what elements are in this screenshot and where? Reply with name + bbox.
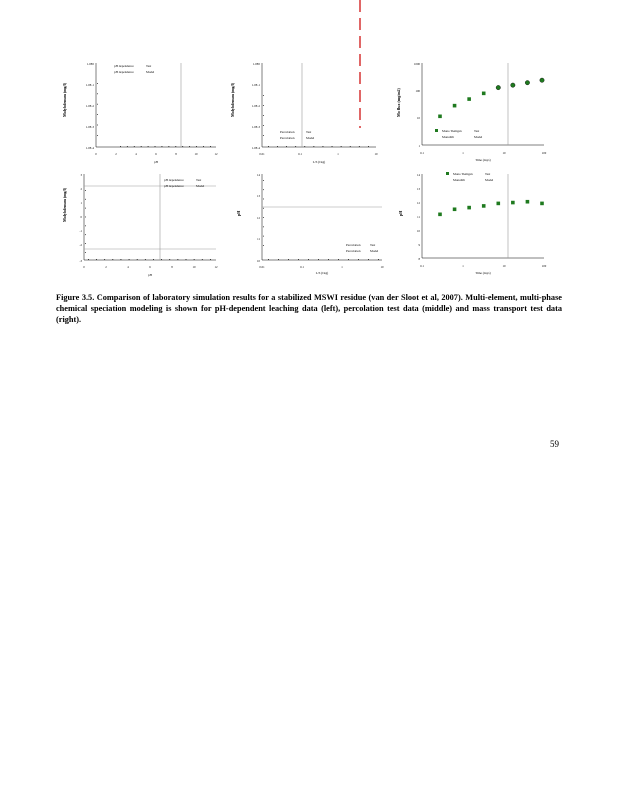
- legend-label: Monolith: [453, 178, 465, 182]
- tick-dot: [186, 259, 187, 260]
- tick-dot: [263, 199, 264, 200]
- tick-dot: [263, 135, 264, 136]
- x-axis-label: pH: [148, 273, 152, 277]
- x-tick: 10: [192, 265, 196, 269]
- x-tick: 4: [135, 152, 137, 156]
- data-marker: [467, 97, 471, 101]
- legend-marker: [435, 129, 438, 132]
- tick-dot: [97, 135, 98, 136]
- y-tick: 0: [80, 215, 82, 219]
- tick-dot: [323, 146, 324, 147]
- tick-dot: [263, 245, 264, 246]
- tick-dot: [378, 259, 379, 260]
- tick-dot: [153, 259, 154, 260]
- legend-tag: Model: [474, 135, 483, 139]
- x-tick: 10: [194, 152, 198, 156]
- x-tick: 6: [149, 265, 151, 269]
- legend-label: pH dependence: [164, 178, 184, 182]
- data-marker: [496, 202, 500, 206]
- y-tick: -1: [79, 229, 82, 233]
- tick-dot: [175, 146, 176, 147]
- tick-dot: [295, 146, 296, 147]
- legend-label: Mono Tiemgen: [453, 172, 473, 176]
- y-tick: 9: [418, 243, 420, 247]
- tick-dot: [85, 234, 86, 235]
- tick-dot: [129, 259, 130, 260]
- y-tick: -3: [79, 259, 82, 263]
- tick-dot: [341, 146, 342, 147]
- x-tick: 0.01: [259, 152, 265, 156]
- x-axis-label: pH: [154, 160, 158, 164]
- tick-dot: [263, 236, 264, 237]
- tick-dot: [189, 146, 190, 147]
- tick-dot: [148, 146, 149, 147]
- x-axis-label: Time (days): [475, 158, 491, 162]
- tick-dot: [85, 217, 86, 218]
- y-tick: 1.0E-1: [85, 83, 94, 87]
- data-marker: [511, 201, 515, 205]
- tick-dot: [368, 146, 369, 147]
- tick-dot: [97, 104, 98, 105]
- y-tick: 1.0E-1: [251, 83, 260, 87]
- y-tick: 10: [417, 229, 420, 233]
- tick-dot: [85, 208, 86, 209]
- y-tick: 1000: [414, 62, 420, 66]
- y-tick: 14: [417, 173, 420, 177]
- tick-dot: [168, 146, 169, 147]
- y-tick: 1.0E-4: [251, 146, 260, 150]
- x-tick: 0.1: [420, 151, 424, 155]
- tick-dot: [358, 259, 359, 260]
- tick-dot: [332, 146, 333, 147]
- data-marker: [482, 204, 486, 208]
- y-tick: 1.0E-2: [85, 104, 94, 108]
- legend-label: Percolation: [346, 243, 361, 247]
- legend-label: pH dependence: [114, 70, 134, 74]
- x-tick: 8: [175, 152, 177, 156]
- x-tick: 1: [341, 265, 343, 269]
- tick-dot: [263, 105, 264, 106]
- tick-dot: [268, 259, 269, 260]
- legend-label: Percolation: [280, 130, 295, 134]
- legend-tag: Model: [370, 249, 379, 253]
- x-tick: 10: [380, 265, 384, 269]
- legend-tag: Model: [306, 136, 315, 140]
- y-tick: 3: [80, 173, 82, 177]
- data-marker: [540, 78, 544, 82]
- data-marker: [525, 80, 529, 84]
- y-axis-label: Molybdenum (mg/l): [62, 187, 67, 222]
- x-tick: 0.1: [300, 265, 304, 269]
- x-tick: 0: [83, 265, 85, 269]
- tick-dot: [203, 146, 204, 147]
- tick-dot: [263, 189, 264, 190]
- y-axis-label: Molybdenum (mg/l): [230, 82, 235, 117]
- tick-dot: [85, 225, 86, 226]
- data-marker: [453, 104, 457, 108]
- y-tick: 13: [257, 194, 260, 198]
- legend-tag: Test: [196, 178, 202, 182]
- y-tick: 10: [257, 259, 260, 263]
- tick-dot: [338, 259, 339, 260]
- tick-dot: [97, 83, 98, 84]
- x-tick: 8: [171, 265, 173, 269]
- data-marker: [438, 115, 442, 119]
- x-axis-label: Time (days): [475, 271, 491, 275]
- x-tick: 0.1: [420, 264, 424, 268]
- x-axis-label: L/S (l/kg): [315, 271, 329, 275]
- x-tick: 10: [374, 152, 378, 156]
- tick-dot: [97, 125, 98, 126]
- tick-dot: [286, 146, 287, 147]
- y-tick: 12: [257, 216, 260, 220]
- data-marker: [438, 213, 442, 217]
- y-tick: 1.0E-4: [85, 146, 94, 150]
- tick-dot: [97, 114, 98, 115]
- legend-label: Monolith: [442, 135, 454, 139]
- tick-dot: [263, 208, 264, 209]
- tick-dot: [308, 259, 309, 260]
- x-tick: 0.01: [259, 265, 265, 269]
- legend-tag: Test: [370, 243, 376, 247]
- y-tick: 11: [417, 215, 420, 219]
- y-tick: -2: [79, 243, 82, 247]
- y-tick: 2: [80, 187, 82, 191]
- tick-dot: [298, 259, 299, 260]
- y-axis-label: pH: [398, 210, 403, 216]
- y-axis-label: Mo flux (mg/m2): [396, 88, 401, 117]
- x-axis-label: L/S (l/kg): [312, 160, 326, 164]
- legend-tag: Test: [146, 64, 152, 68]
- tick-dot: [328, 259, 329, 260]
- legend-tag: Model: [146, 70, 155, 74]
- data-marker: [453, 207, 457, 211]
- y-tick: 1.0E-3: [85, 125, 94, 129]
- tick-dot: [210, 146, 211, 147]
- legend-label: Percolation: [280, 136, 295, 140]
- tick-dot: [318, 259, 319, 260]
- tick-dot: [162, 146, 163, 147]
- tick-dot: [182, 146, 183, 147]
- y-tick: 11: [257, 237, 260, 241]
- x-tick: 10: [502, 151, 506, 155]
- tick-dot: [278, 259, 279, 260]
- tick-dot: [277, 146, 278, 147]
- y-tick: 12: [417, 201, 420, 205]
- legend-marker: [446, 172, 449, 175]
- y-tick: 1.0E0: [86, 62, 94, 66]
- tick-dot: [194, 259, 195, 260]
- y-tick: 1: [80, 201, 82, 205]
- tick-dot: [313, 146, 314, 147]
- tick-dot: [210, 259, 211, 260]
- tick-dot: [155, 146, 156, 147]
- tick-dot: [85, 243, 86, 244]
- tick-dot: [169, 259, 170, 260]
- tick-dot: [145, 259, 146, 260]
- x-tick: 6: [155, 152, 157, 156]
- tick-dot: [137, 259, 138, 260]
- tick-dot: [121, 259, 122, 260]
- y-tick: 8: [418, 257, 420, 261]
- x-tick: 1: [462, 264, 464, 268]
- tick-dot: [196, 146, 197, 147]
- tick-dot: [96, 259, 97, 260]
- tick-dot: [350, 146, 351, 147]
- tick-dot: [161, 259, 162, 260]
- legend-tag: Test: [306, 130, 312, 134]
- tick-dot: [134, 146, 135, 147]
- data-marker: [467, 206, 471, 210]
- x-tick: 0.1: [298, 152, 302, 156]
- tick-dot: [288, 259, 289, 260]
- x-tick: 2: [105, 265, 107, 269]
- legend-tag: Model: [485, 178, 494, 182]
- tick-dot: [368, 259, 369, 260]
- figure-caption: Figure 3.5. Comparison of laboratory simulation results for a stabilized MSWI residue (van der Sloot et al, 2007). Multi-element, multi-phase chemical speciation modeling is shown for pH-dependent leaching data (left), percolation test data (middle) and mass transport test data (right).: [56, 293, 562, 324]
- y-axis-label: pH: [236, 210, 241, 216]
- legend-label: Percolation: [346, 249, 361, 253]
- y-tick: 1.0E0: [252, 62, 260, 66]
- tick-dot: [120, 146, 121, 147]
- x-tick: 100: [541, 264, 547, 268]
- tick-dot: [263, 125, 264, 126]
- tick-dot: [112, 259, 113, 260]
- tick-dot: [85, 199, 86, 200]
- y-tick: 1.0E-2: [251, 104, 260, 108]
- legend-tag: Model: [196, 184, 205, 188]
- tick-dot: [304, 146, 305, 147]
- data-marker: [511, 83, 515, 87]
- tick-dot: [359, 146, 360, 147]
- y-tick: 10: [417, 116, 420, 120]
- tick-dot: [104, 259, 105, 260]
- data-marker: [526, 200, 530, 204]
- x-tick: 100: [541, 151, 547, 155]
- y-tick: 14: [257, 173, 260, 177]
- x-tick: 1: [462, 151, 464, 155]
- x-tick: 12: [214, 152, 218, 156]
- data-marker: [540, 202, 544, 206]
- tick-dot: [263, 226, 264, 227]
- tick-dot: [88, 259, 89, 260]
- x-tick: 10: [502, 264, 506, 268]
- y-axis-label: Molybdenum (mg/l): [62, 82, 67, 117]
- y-tick: 1: [418, 144, 420, 148]
- tick-dot: [177, 259, 178, 260]
- legend-label: Mono Tiemgen: [442, 129, 462, 133]
- tick-dot: [268, 146, 269, 147]
- y-tick: 100: [415, 89, 420, 93]
- legend-tag: Test: [474, 129, 480, 133]
- legend-tag: Test: [485, 172, 491, 176]
- y-tick: 13: [417, 187, 420, 191]
- x-tick: 1: [337, 152, 339, 156]
- tick-dot: [263, 95, 264, 96]
- tick-dot: [141, 146, 142, 147]
- tick-dot: [127, 146, 128, 147]
- tick-dot: [85, 190, 86, 191]
- tick-dot: [263, 180, 264, 181]
- tick-dot: [85, 252, 86, 253]
- legend-label: pH dependence: [114, 64, 134, 68]
- x-tick: 0: [95, 152, 97, 156]
- page-number: 59: [550, 439, 559, 449]
- data-marker: [496, 85, 500, 89]
- legend-label: pH dependence: [164, 184, 184, 188]
- y-tick: 1.0E-3: [251, 125, 260, 129]
- tick-dot: [97, 93, 98, 94]
- data-marker: [482, 92, 486, 96]
- tick-dot: [348, 259, 349, 260]
- x-tick: 2: [115, 152, 117, 156]
- tick-dot: [202, 259, 203, 260]
- x-tick: 12: [214, 265, 218, 269]
- x-tick: 4: [127, 265, 129, 269]
- tick-dot: [263, 217, 264, 218]
- tick-dot: [263, 115, 264, 116]
